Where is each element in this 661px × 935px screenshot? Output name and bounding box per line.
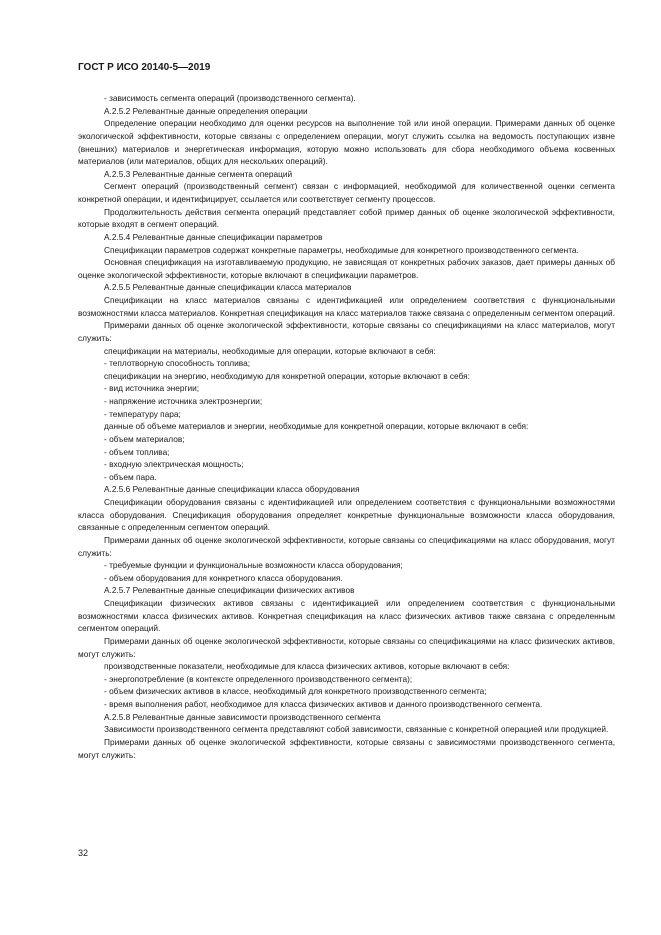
paragraph: спецификации на материалы, необходимые для операции, которые включают в себя:	[104, 345, 436, 356]
list-item: - объем пара.	[104, 471, 157, 482]
list-item: - время выполнения работ, необходимое для класса физических активов и данного производственного сегмента.	[104, 699, 543, 709]
section-heading: A.2.5.4 Релевантные данные спецификации параметров	[104, 231, 323, 242]
list-item: - температуру пара;	[104, 408, 181, 419]
section-heading: A.2.5.8 Релевантные данные зависимости производственного сегмента	[104, 711, 381, 722]
list-item: - объем физических активов в классе, необходимый для конкретного производственного сегмента;	[104, 686, 487, 697]
list-item: - вид источника энергии;	[104, 383, 200, 394]
paragraph: Сегмент операций (производственный сегмент) связан с информацией, необходимой для количественной оценки сегмента конкретной операции, и идентифицирует, ссылается или соответствует сегменту процессов.	[78, 181, 615, 204]
paragraph: Спецификации физических активов связаны с идентификацией или определением соответствия с функциональными возможностями класса физических активов. Конкретная спецификация на класс физических активов также связана с определенным сегментом операций.	[78, 598, 615, 634]
list-item: - энергопотребление (в контексте определенного производственного сегмента);	[104, 673, 413, 684]
paragraph: Примерами данных об оценке экологической эффективности, которые связаны со спецификациями на класс физических активов, могут служить:	[78, 635, 615, 659]
list-item: - входную электрическая мощность;	[104, 459, 244, 470]
document-body	[78, 92, 615, 761]
paragraph: Основная спецификация на изготавливаемую продукцию, не зависящая от конкретных рабочих заказов, дает примеры данных об оценке экологической эффективности, которые включают в спецификации параметров.	[78, 257, 615, 280]
paragraph: Примерами данных об оценке экологической эффективности, которые связаны со спецификациями на класс материалов, могут служить:	[78, 320, 615, 343]
section-heading: A.2.5.2 Релевантные данные определения операции	[104, 105, 308, 116]
paragraph: Примерами данных об оценке экологической эффективности, которые связаны с зависимостями производственного сегмента, могут служить:	[78, 736, 615, 760]
paragraph: данные об объеме материалов и энергии, необходимые для конкретной операции, которые включают в себя:	[104, 421, 529, 432]
section-heading: A.2.5.6 Релевантные данные спецификации класса оборудования	[104, 484, 360, 495]
list-item: - требуемые функции и функциональные возможности класса оборудования;	[104, 560, 403, 571]
section-heading: A.2.5.5 Релевантные данные спецификации класса материалов	[104, 282, 352, 293]
paragraph: Зависимости производственного сегмента представляют собой зависимости, связанные с конкретной операцией или продукцией.	[104, 724, 609, 735]
paragraph: Спецификации параметров содержат конкретные параметры, необходимые для конкретного производственного сегмента.	[104, 244, 579, 255]
list-item: - объем топлива;	[104, 446, 170, 457]
list-item: - объем оборудования для конкретного класса оборудования.	[104, 572, 343, 583]
page-number: 32	[78, 848, 89, 858]
list-item: - объем материалов;	[104, 433, 185, 444]
list-item: - теплотворную способность топлива;	[104, 358, 251, 369]
paragraph: Продолжительность действия сегмента операций представляет собой пример данных об оценке экологической эффективности, которые входят в сегмент операций.	[78, 206, 615, 230]
paragraph: производственные показатели, необходимые для класса физических активов, которые включают в себя:	[104, 661, 510, 672]
paragraph: Спецификации на класс материалов связаны с идентификацией или определением соответствия с функциональными возможностями класса материалов. Конкретная спецификация на класс материалов также связана с определенным сегментом операций.	[78, 295, 615, 318]
section-heading: A.2.5.3 Релевантные данные сегмента операций	[104, 168, 293, 179]
paragraph: Спецификации оборудования связаны с идентификацией или определением соответствия с функциональными возможностями класса оборудования. Спецификация оборудования определяет конкретные функциональные возможности класса оборудования, связанные с определенным сегментом операций.	[78, 497, 615, 533]
list-item: - напряжение источника электроэнергии;	[104, 396, 263, 406]
section-heading: A.2.5.7 Релевантные данные спецификации физических активов	[104, 585, 355, 596]
list-item: - зависимость сегмента операций (производственного сегмента).	[104, 93, 356, 103]
paragraph: Определение операции необходимо для оценки ресурсов на выполнение той или иной операции. Примерами данных об оценке экологической эффективности, которые связаны с определением операции, могут служить ссылка на ведомость поступающих извне (внешних) материалов и энергетическая информация, которую можно использовать для сбора необходимого объема косвенных материалов (или материалов, общих для нескольких операций).	[78, 118, 615, 167]
paragraph: Примерами данных об оценке экологической эффективности, которые связаны со спецификациями на класс оборудования, могут служить:	[78, 534, 615, 558]
paragraph: спецификации на энергию, необходимую для конкретной операции, которые включают в себя:	[104, 370, 470, 381]
page-header: ГОСТ Р ИСО 20140-5—2019	[78, 62, 211, 73]
